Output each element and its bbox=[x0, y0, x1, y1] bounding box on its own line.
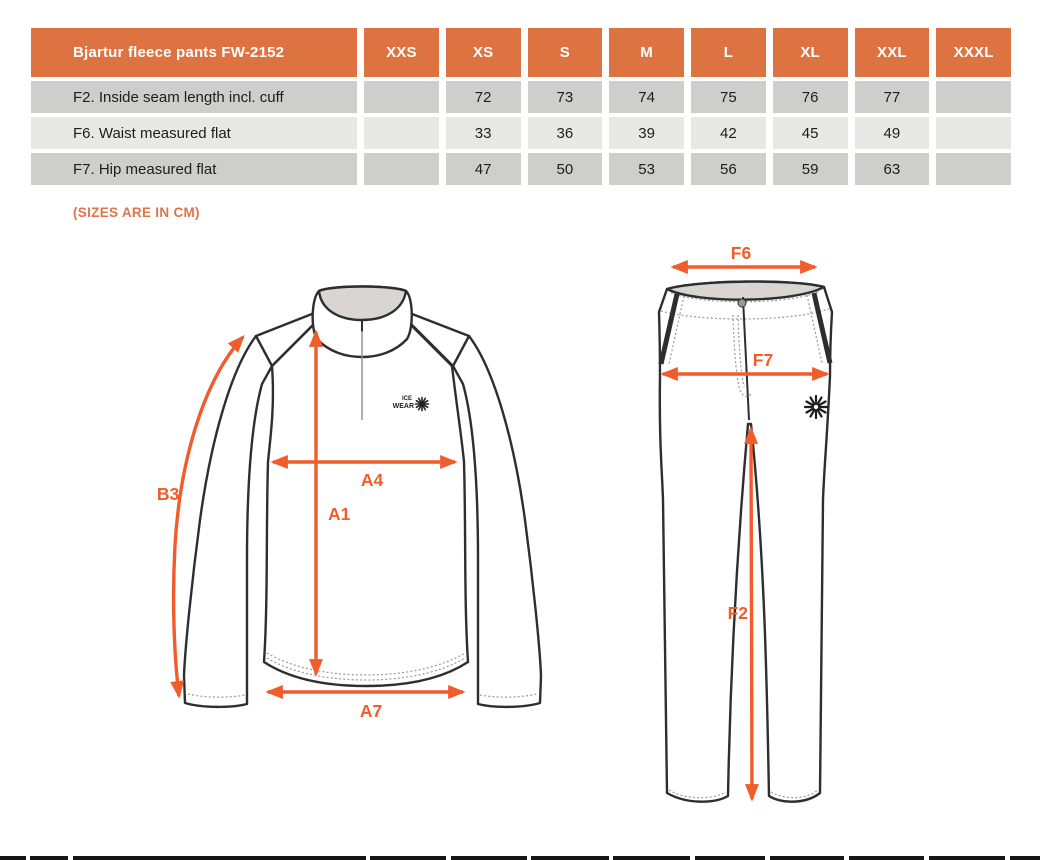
row-label-inside-seam: F2. Inside seam length incl. cuff bbox=[31, 81, 357, 113]
cutoff-table-border-segment bbox=[370, 856, 446, 860]
size-header-s: S bbox=[528, 28, 603, 77]
size-header-xxs: XXS bbox=[364, 28, 439, 77]
value-cell: 76 bbox=[773, 81, 848, 113]
value-cell: 47 bbox=[446, 153, 521, 185]
size-header-l: L bbox=[691, 28, 766, 77]
value-cell: 45 bbox=[773, 117, 848, 149]
size-header-xs: XS bbox=[446, 28, 521, 77]
f7-label: F7 bbox=[752, 350, 774, 370]
fleece-top-diagram bbox=[140, 250, 580, 730]
cutoff-table-border-segment bbox=[30, 856, 68, 860]
logo-text-line2: WEAR bbox=[392, 403, 414, 410]
value-cell bbox=[936, 117, 1011, 149]
value-cell: 56 bbox=[691, 153, 766, 185]
value-cell bbox=[364, 153, 439, 185]
cutoff-table-border-segment bbox=[451, 856, 527, 860]
cutoff-table-border-segment bbox=[695, 856, 765, 860]
value-cell: 74 bbox=[609, 81, 684, 113]
row-label-waist: F6. Waist measured flat bbox=[31, 117, 357, 149]
value-cell: 50 bbox=[528, 153, 603, 185]
cutoff-table-top-border bbox=[0, 856, 1040, 860]
value-cell: 75 bbox=[691, 81, 766, 113]
cutoff-table-border-segment bbox=[929, 856, 1005, 860]
a4-label: A4 bbox=[360, 470, 384, 490]
logo-text-line1: ICE bbox=[401, 396, 412, 402]
cutoff-table-border-segment bbox=[849, 856, 924, 860]
body-panel bbox=[264, 322, 468, 686]
size-header-xxxl: XXXL bbox=[936, 28, 1011, 77]
value-cell: 73 bbox=[528, 81, 603, 113]
value-cell bbox=[364, 117, 439, 149]
waist-button bbox=[738, 299, 746, 307]
value-cell: 36 bbox=[528, 117, 603, 149]
size-header-xl: XL bbox=[773, 28, 848, 77]
value-cell: 63 bbox=[855, 153, 930, 185]
a7-label: A7 bbox=[359, 701, 383, 721]
a1-label: A1 bbox=[328, 504, 351, 524]
cutoff-table-border-segment bbox=[770, 856, 844, 860]
value-cell bbox=[936, 153, 1011, 185]
value-cell: 39 bbox=[609, 117, 684, 149]
value-cell: 53 bbox=[609, 153, 684, 185]
pants-diagram bbox=[630, 240, 850, 840]
f2-label: F2 bbox=[727, 603, 748, 623]
f6-label: F6 bbox=[730, 243, 752, 263]
cutoff-table-border-segment bbox=[613, 856, 690, 860]
value-cell bbox=[936, 81, 1011, 113]
b3-label: B3 bbox=[156, 484, 180, 504]
value-cell: 77 bbox=[855, 81, 930, 113]
cutoff-table-border-segment bbox=[73, 856, 366, 860]
row-label-hip: F7. Hip measured flat bbox=[31, 153, 357, 185]
cutoff-table-border-segment bbox=[0, 856, 26, 860]
f2-inseam-arrow bbox=[751, 429, 752, 799]
cutoff-table-border-segment bbox=[531, 856, 609, 860]
value-cell: 59 bbox=[773, 153, 848, 185]
value-cell bbox=[364, 81, 439, 113]
value-cell: 42 bbox=[691, 117, 766, 149]
value-cell: 72 bbox=[446, 81, 521, 113]
value-cell: 33 bbox=[446, 117, 521, 149]
product-title-cell: Bjartur fleece pants FW-2152 bbox=[31, 28, 357, 77]
left-sleeve bbox=[184, 336, 272, 707]
size-header-xxl: XXL bbox=[855, 28, 930, 77]
cutoff-table-border-segment bbox=[1010, 856, 1040, 860]
size-chart-table bbox=[31, 28, 1011, 185]
value-cell: 49 bbox=[855, 117, 930, 149]
sizes-in-cm-note: (SIZES ARE IN CM) bbox=[73, 205, 200, 220]
size-header-m: M bbox=[609, 28, 684, 77]
